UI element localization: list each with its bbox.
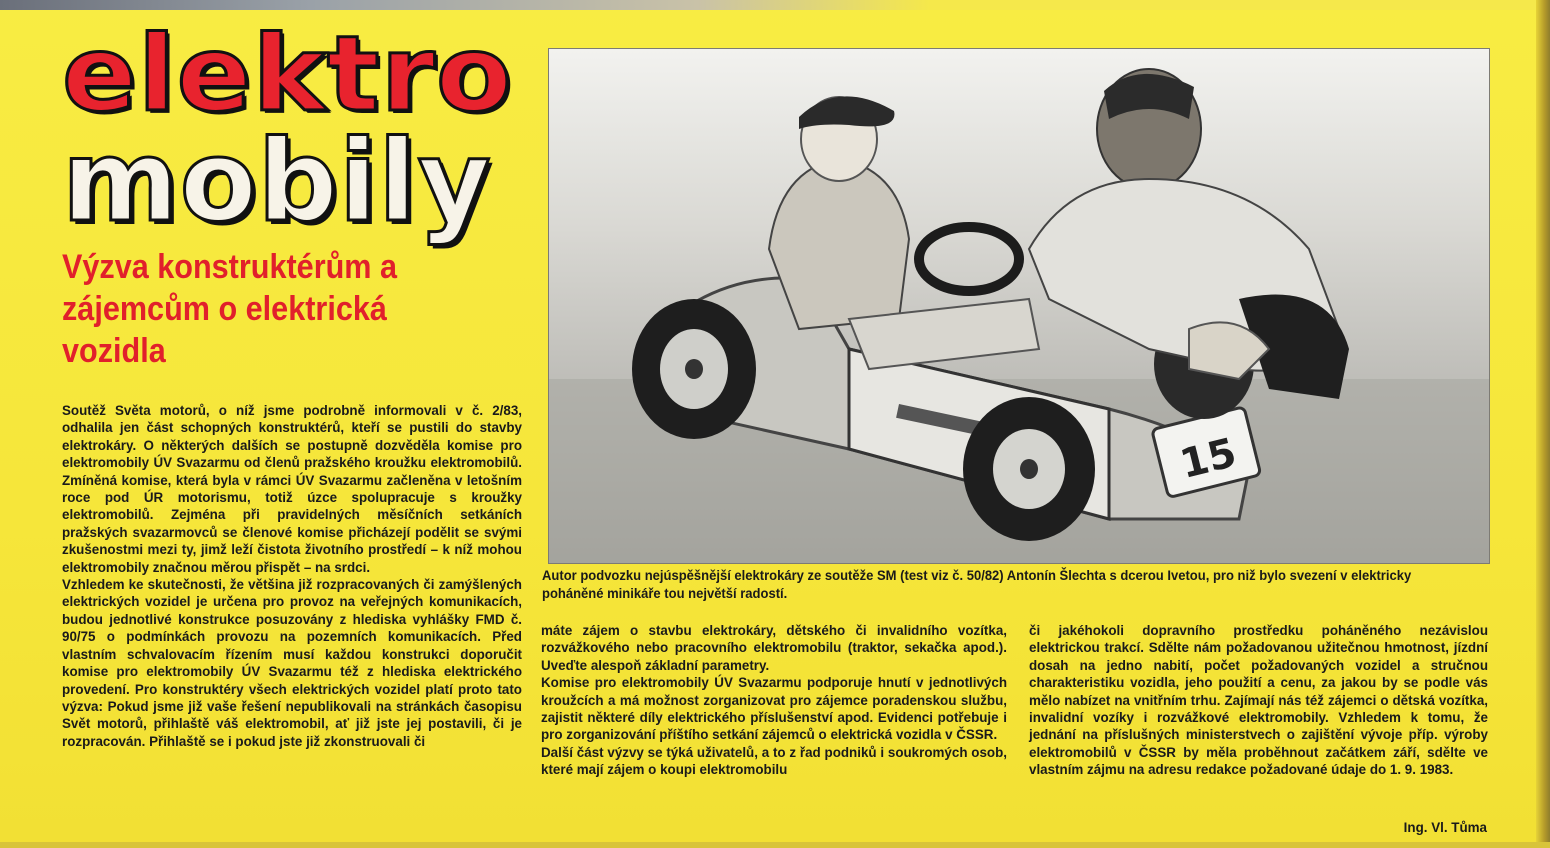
article-paragraph: Soutěž Světa motorů, o níž jsme podrobně informovali v č. 2/83, odhalila jen část schopných konstruktérů, kteří se pustili do stavby elektrokáry. O některých dalších se postupně dozvěděla komise pro elektromobily ÚV Svazarmu od členů pražského kroužku elektromobilů. Zmíněná komise, která byla v rámci ÚV Svazarmu začleněna v letošním roce pod ÚR motorismu, totiž úzce spolupracuje s kroužky elektromobilů. Zejména při pravidelných měsíčních setkáních pražských svazarmovců se členové komise přicházejí podělit se svými zkušenostmi mezi ty, jimž leží čistota životního prostředí – k níž mohou elektromobily značnou měrou přispět – na srdci. — [62, 403, 522, 575]
bottom-edge-strip — [0, 842, 1550, 848]
article-paragraph: Další část výzvy se týká uživatelů, a to z řad podniků i soukromých osob, které mají zájem o koupi elektromobilu — [541, 744, 1007, 778]
kart-wheel-rear — [632, 299, 756, 439]
photo-illustration — [549, 49, 1489, 563]
article-paragraph: Komise pro elektromobily ÚV Svazarmu podporuje hnutí v jednotlivých kroužcích a má možnost zorganizovat pro zájemce poradenskou službu, zajistit některé díly elektrického příslušenství apod. Evidenci potřebuje i pro zorganizování příštího setkání zájemců o elektrická vozidla v ČSSR. — [541, 675, 1007, 743]
subheadline: Výzva konstruktérům a zájemcům o elektrická vozidla — [62, 248, 398, 370]
kart-wheel-front — [963, 397, 1095, 541]
photo-caption: Autor podvozku nejúspěšnější elektrokáry ze soutěže SM (test viz č. 50/82) Antonín Šlechta s dcerou Ivetou, pro niž bylo svezení v elektricky poháněné minikáře tou největší radostí. — [542, 567, 1412, 601]
article-column-2 — [541, 622, 1007, 779]
article-column-1 — [62, 402, 522, 750]
article-paragraph: či jakéhokoli dopravního prostředku poháněného nezávislou elektrickou trakcí. Sdělte nám požadovanou užitečnou hmotnost, jízdní dosah na jedno nabití, počet požadovaných vozidel a stručnou charakteristiku vozidla, jeho použití a cenu, za jakou by se podle vás mělo nabízet na vnitřním trhu. Zajímají nás též zájemci o dětská vozítka, invalidní vozíky i rozvážkové elektromobily. Vzhledem k tomu, že jednání na příslušných ministerstvech o zajištění vývoje příp. výroby elektromobilů v ČSSR by měla proběhnout začátkem září, sdělte ve vlastním zájmu na adresu redakce požadované údaje do 1. 9. 1983. — [1029, 623, 1488, 778]
article-paragraph: Vzhledem ke skutečnosti, že většina již rozpracovaných či zamýšlených elektrických vozidel je určena pro provoz na veřejných komunikacích, budou jednotlivé konstrukce posuzovány z hlediska vyhlášky FMD č. 90/75 o podmínkách provozu na pozemních komunikacích. Před vlastním schvalovacím řízením musí každou konstrukci doporučit komise pro elektromobily ÚV Svazarmu též z hlediska elektrického provedení. Pro konstruktéry všech elektrických vozidel platí proto tato výzva: Pokud jsme již vaše řešení nepublikovali na stránkách časopisu Svět motorů, přihlaště váš elektromobil, ať již jste jej postavili, či je rozpracován. Přihlaště se i pokud jste již zkonstruovali či — [62, 577, 522, 749]
plate-number: 15 — [1175, 429, 1241, 488]
top-edge-strip — [0, 0, 1550, 10]
headline-line1: elektro — [62, 13, 513, 135]
page-spine-edge — [1536, 0, 1550, 848]
article-column-3 — [1029, 622, 1488, 779]
go-kart-photo — [548, 48, 1490, 564]
article-paragraph: máte zájem o stavbu elektrokáry, dětského či invalidního vozítka, rozvážkového nebo pracovního elektromobilu (traktor, sekačka apod.). Uveďte alespoň základní parametry. — [541, 623, 1007, 673]
headline-line2: mobily — [62, 117, 492, 247]
author-signature: Ing. Vl. Tůma — [1403, 820, 1487, 835]
